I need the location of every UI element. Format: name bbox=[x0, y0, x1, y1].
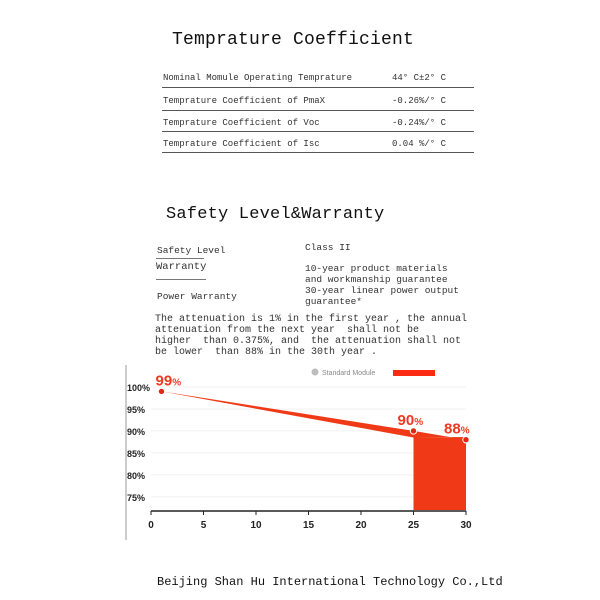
legend-warranty-swatch bbox=[393, 370, 435, 376]
temp-title: Temprature Coefficient bbox=[172, 30, 415, 50]
warranty-label: Warranty bbox=[156, 261, 207, 273]
data-point-marker bbox=[463, 437, 469, 443]
warranty-chart bbox=[124, 365, 476, 540]
divider bbox=[156, 279, 206, 280]
temp-row-value: 0.04 %/° C bbox=[392, 139, 447, 149]
divider bbox=[162, 131, 474, 132]
warranty-value-line-2: and workmanship guarantee bbox=[305, 274, 448, 285]
x-tick-label: 10 bbox=[250, 520, 262, 531]
x-tick-label: 30 bbox=[460, 520, 472, 531]
safety-level-value: Class II bbox=[305, 242, 351, 253]
y-tick-label: 90% bbox=[127, 426, 146, 437]
power-warranty-label: Power Warranty bbox=[157, 291, 237, 302]
temp-row-label: Nominal Momule Operating Temprature bbox=[163, 73, 353, 83]
safety-title: Safety Level&Warranty bbox=[166, 205, 385, 224]
data-label-unit: % bbox=[460, 425, 470, 437]
y-tick-label: 75% bbox=[127, 492, 146, 503]
temp-row-value: 44° C±2° C bbox=[392, 73, 447, 83]
divider bbox=[162, 110, 474, 111]
x-tick-label: 0 bbox=[148, 520, 154, 531]
power-warranty-value-line-1: 30-year linear power output bbox=[305, 285, 459, 296]
paragraph-line: attenuation from the next year shall not be bbox=[155, 325, 420, 336]
temp-row-label: Temprature Coefficient of PmaX bbox=[163, 96, 326, 106]
paragraph-line: higher than 0.375%, and the attenuation shall not bbox=[155, 336, 462, 347]
company-footer: Beijing Shan Hu International Technology Co.,Ltd bbox=[157, 575, 503, 589]
x-tick-label: 5 bbox=[200, 520, 207, 531]
divider bbox=[156, 258, 204, 259]
divider bbox=[162, 87, 474, 88]
y-tick-label: 85% bbox=[127, 448, 146, 459]
temp-row-value: -0.26%/° C bbox=[392, 96, 447, 106]
temp-row-label: Temprature Coefficient of Isc bbox=[163, 139, 320, 149]
legend-standard-marker bbox=[312, 369, 319, 376]
warranty-value-line-1: 10-year product materials bbox=[305, 263, 448, 274]
attenuation-paragraph bbox=[155, 314, 467, 358]
data-label-unit: % bbox=[172, 377, 182, 389]
data-label: 99% bbox=[155, 372, 182, 390]
data-label-unit: % bbox=[414, 416, 424, 428]
divider bbox=[162, 152, 474, 153]
data-label: 88% bbox=[444, 420, 470, 438]
paragraph-line: be lower than 88% in the 30th year . bbox=[155, 347, 378, 358]
warranty-area bbox=[162, 391, 467, 439]
temp-row-value: -0.24%/° C bbox=[392, 118, 447, 128]
paragraph-line: The attenuation is 1% in the first year , the annual bbox=[155, 314, 468, 325]
power-warranty-value-line-2: guarantee* bbox=[305, 296, 363, 307]
y-tick-label: 95% bbox=[127, 404, 146, 415]
legend-standard-label: Standard Module bbox=[322, 370, 376, 377]
warranty-block bbox=[414, 437, 467, 510]
y-tick-label: 100% bbox=[127, 383, 151, 393]
data-label: 90% bbox=[397, 411, 424, 429]
x-tick-label: 15 bbox=[302, 520, 315, 531]
x-tick-label: 25 bbox=[407, 520, 420, 531]
x-tick-label: 20 bbox=[355, 520, 367, 531]
y-tick-label: 80% bbox=[127, 470, 146, 481]
temp-row-label: Temprature Coefficient of Voc bbox=[163, 118, 320, 128]
safety-level-label: Safety Level bbox=[157, 245, 226, 256]
warranty-chart-svg bbox=[124, 365, 476, 540]
